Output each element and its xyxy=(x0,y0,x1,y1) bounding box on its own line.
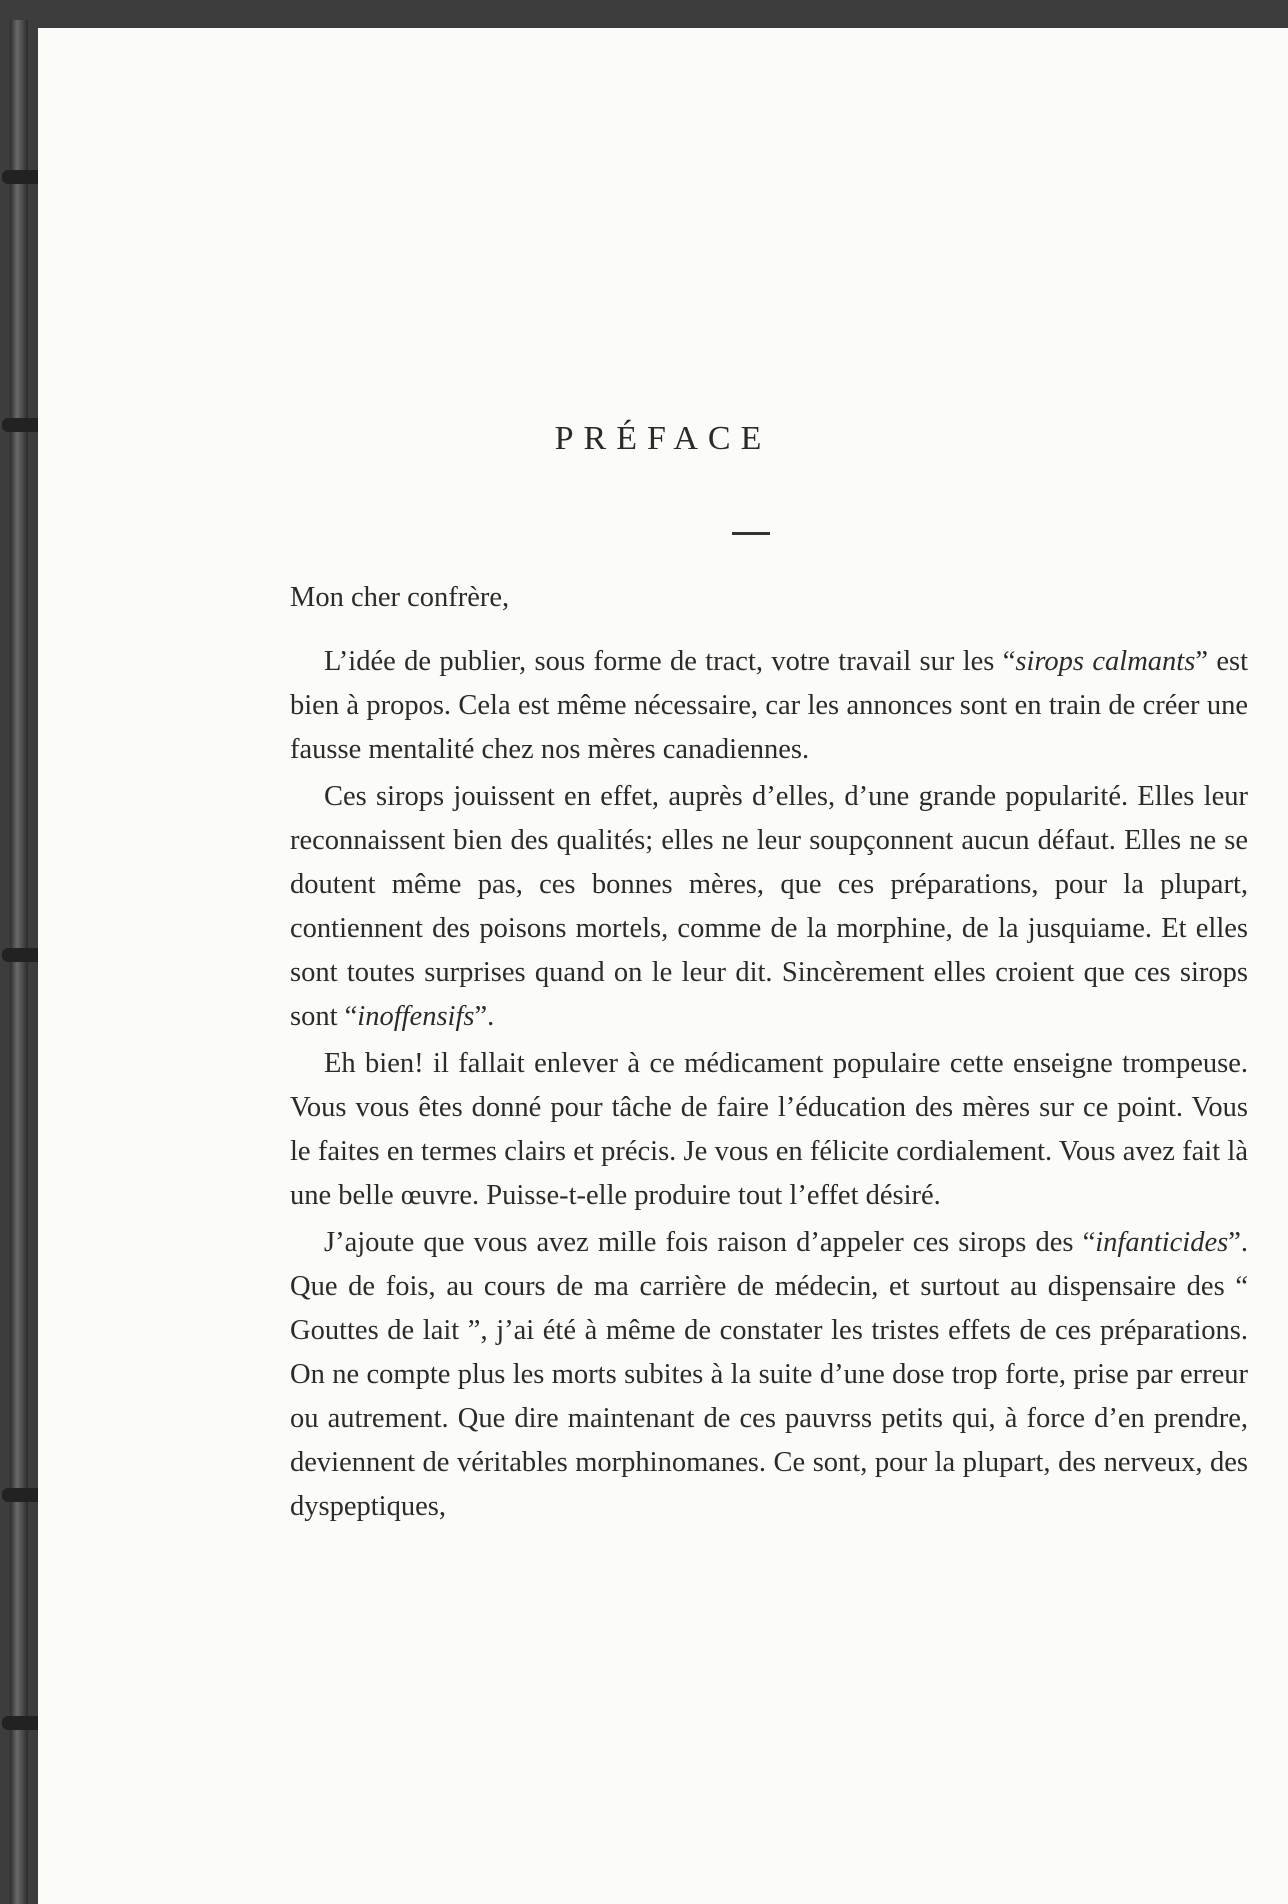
paragraph-emphasis: inoffensifs xyxy=(357,1001,475,1032)
paragraph-3 xyxy=(290,1042,1248,1218)
salutation: Mon cher confrère, xyxy=(290,582,510,613)
paragraph-text: L’idée de publier, sous forme de tract, votre travail sur les “ xyxy=(324,646,1016,677)
paragraph-text: ”. xyxy=(474,1001,495,1032)
paragraph-text: Eh bien! il fallait enlever à ce médicament populaire cette enseigne trompeuse. Vous vous êtes donné pour tâche de faire l’éducation des mères sur ce point. Vous le faites en termes clairs et précis. Je vous en félicite cordialement. Vous avez fait là une belle œuvre. Puisse-t-elle produire tout l’effet désiré. xyxy=(290,1048,1248,1211)
paragraph-text: ”. Que de fois, au cours de ma carrière de médecin, et surtout au dispensaire des “ Gouttes de lait ”, j’ai été à même de constater les tristes effets de ces préparations. On ne compte plus les morts subites à la suite d’une dose trop forte, prise par erreur ou autrement. Que dire maintenant de ces pauvrss petits qui, à force d’en prendre, deviennent de véritables morphinomanes. Ce sont, pour la plupart, des nerveux, des dyspeptiques, xyxy=(290,1227,1248,1522)
page-title: PRÉFACE xyxy=(554,420,772,457)
paragraph-text: J’ajoute que vous avez mille fois raison d’appeler ces sirops des “ xyxy=(324,1227,1096,1258)
title-rule xyxy=(732,532,770,535)
binding-spine xyxy=(10,20,28,1904)
paragraph-1 xyxy=(290,640,1248,772)
paragraph-4 xyxy=(290,1221,1248,1529)
paragraph-emphasis: sirops calmants xyxy=(1015,646,1196,677)
paragraph-text: Ces sirops jouissent en effet, auprès d’elles, d’une grande popularité. Elles leur reconnaissent bien des qualités; elles ne leur soupçonnent aucun défaut. Elles ne se doutent même pas, ces bonnes mères, que ces préparations, pour la plupart, contiennent des poisons mortels, comme de la morphine, de la jusquiame. Et elles sont toutes surprises quand on le leur dit. Sincèrement elles croient que ces sirops sont “ xyxy=(290,781,1248,1032)
paragraph-2 xyxy=(290,775,1248,1039)
body-text xyxy=(290,576,1248,1532)
paragraph-text: ” est bien à propos. Cela est même nécessaire, car les annonces sont en train de créer une fausse mentalité chez nos mères canadiennes. xyxy=(290,646,1248,765)
document-page xyxy=(38,28,1288,1904)
paragraph-emphasis: infanticides xyxy=(1095,1227,1229,1258)
